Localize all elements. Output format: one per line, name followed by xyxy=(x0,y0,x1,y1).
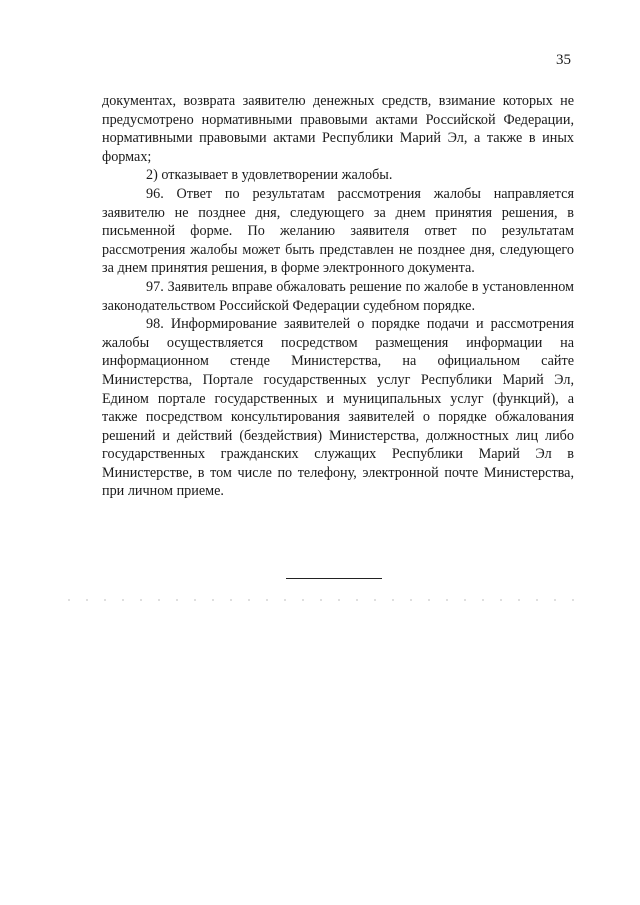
page-number: 35 xyxy=(556,52,571,68)
paragraph-97: 97. Заявитель вправе обжаловать решение по жалобе в установленном законодательством Российской Федерации судебном порядке. xyxy=(102,278,574,314)
paragraph-item-2: 2) отказывает в удовлетворении жалобы. xyxy=(146,167,393,184)
paragraph-continuation: документах, возврата заявителю денежных средств, взимание которых не предусмотрено нормативными правовыми актами Российской Федерации, нормативными правовыми актами Республики Марий Эл, а также в иных формах; xyxy=(102,93,574,165)
scan-artifact-dots xyxy=(60,599,585,601)
document-body xyxy=(102,92,574,501)
paragraph-96: 96. Ответ по результатам рассмотрения жалобы направляется заявителю не позднее дня, следующего за днем принятия решения, в письменной форме. По желанию заявителя ответ по результатам рассмотрения жалобы может быть представлен не позднее дня, следующего за днем принятия решения, в форме электронного документа. xyxy=(102,185,574,277)
paragraph-98: 98. Информирование заявителей о порядке подачи и рассмотрения жалобы осуществляется посредством размещения информации на информационном стенде Министерства, на официальном сайте Министерства, Портале государственных услуг Республики Марий Эл, Едином портале государственных и муниципальных услуг (функций), а также посредством консультирования заявителей о порядке обжалования решений и действий (бездействия) Министерства, должностных лиц либо государственных гражданских служащих Республики Марий Эл в Министерстве, в том числе по телефону, электронной почте Министерства, при личном приеме. xyxy=(102,316,574,500)
end-of-text-rule xyxy=(286,578,382,579)
